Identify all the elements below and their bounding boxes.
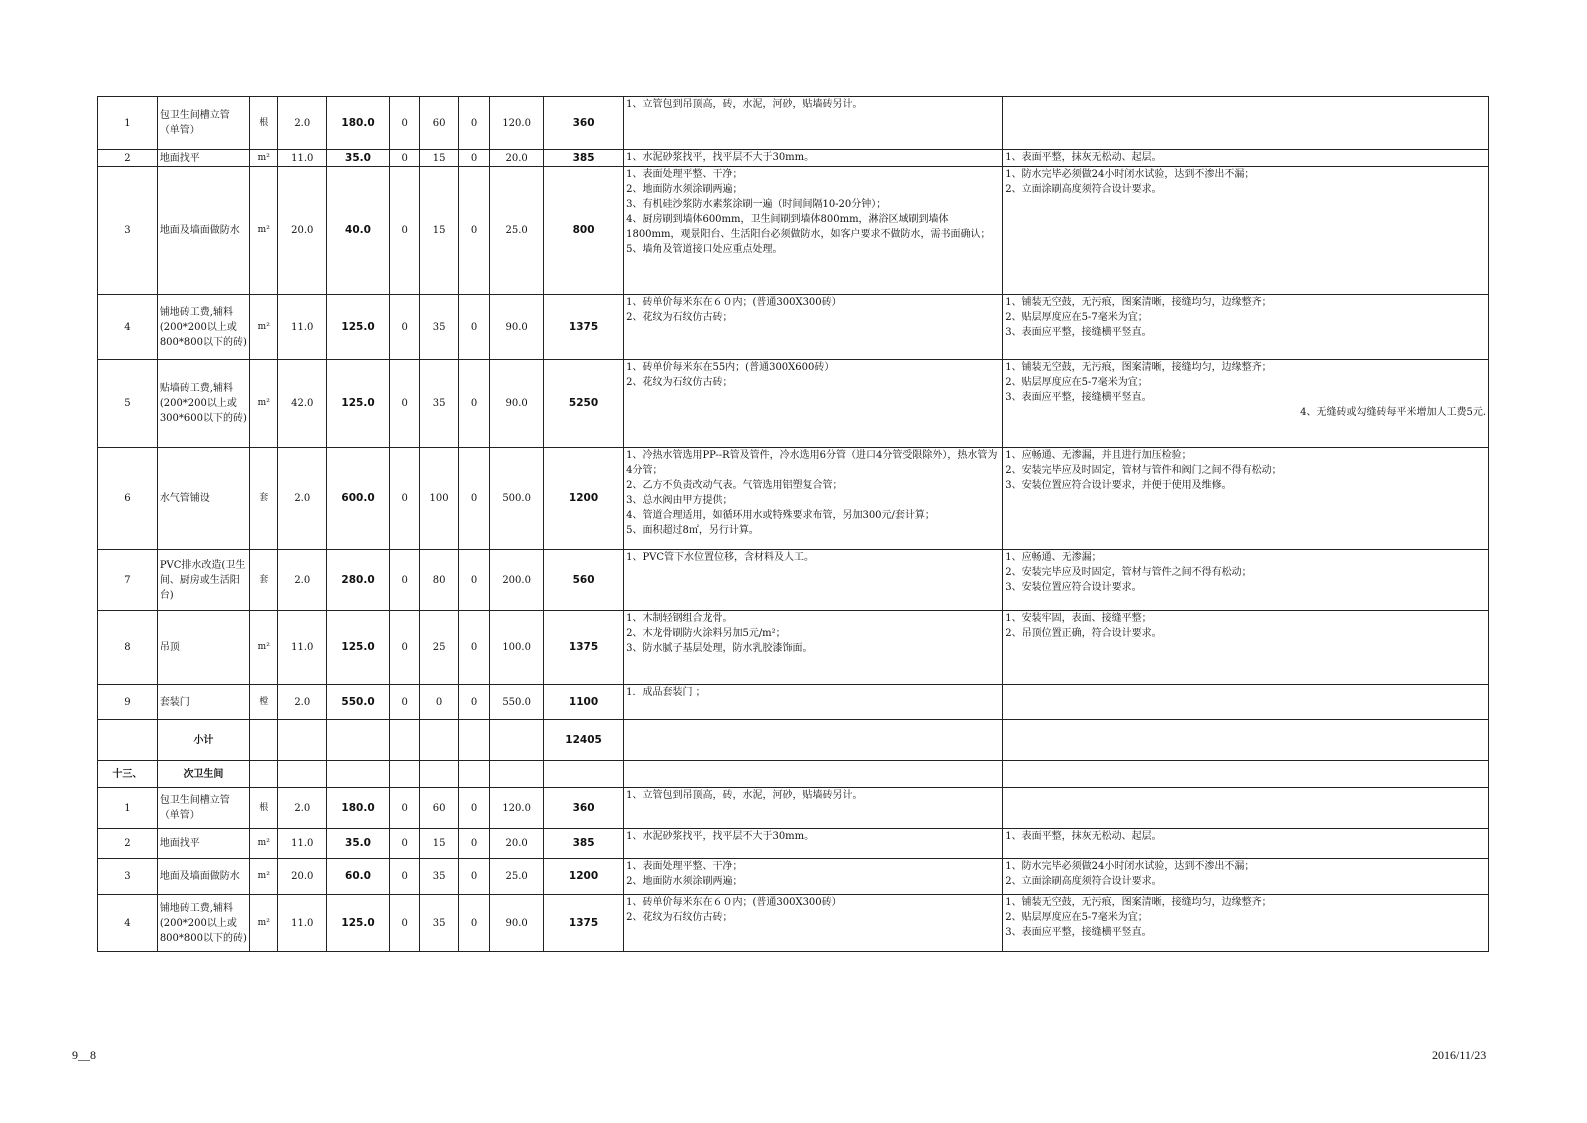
auxiliary-cost: 80 xyxy=(420,550,459,611)
auxiliary-cost: 35 xyxy=(420,295,459,360)
quantity: 11.0 xyxy=(278,150,327,167)
auxiliary-cost: 60 xyxy=(420,788,459,829)
material-cost: 0 xyxy=(389,685,419,720)
material-cost: 0 xyxy=(389,611,419,685)
empty-cell xyxy=(278,761,327,788)
labor-cost: 90.0 xyxy=(490,295,544,360)
unit-price: 125.0 xyxy=(327,895,390,952)
auxiliary-cost: 25 xyxy=(420,611,459,685)
quality-standard xyxy=(1003,295,1489,360)
unit-price: 40.0 xyxy=(327,167,390,295)
table-row xyxy=(98,295,1489,360)
row-number: 2 xyxy=(98,829,158,859)
line-total: 5250 xyxy=(544,360,624,448)
row-number: 3 xyxy=(98,167,158,295)
material-cost: 0 xyxy=(389,550,419,611)
table-row xyxy=(98,611,1489,685)
item-name: 地面找平 xyxy=(157,150,249,167)
process-description: 1、表面处理平整、干净； 2、地面防水须涂刷两遍； 3、有机硅沙浆防水素浆涂刷一遍（时间间隔10-20分钟）； 4、厨房刷到墙体600mm，卫生间刷到墙体800mm，淋浴区域刷到墙体1800mm，观景阳台、生活阳台必须做防水，如客户要求不做防水，需书面确认； 5、墙角及管道接口处应重点处理。 xyxy=(624,167,1003,295)
quality-standard xyxy=(1003,859,1489,895)
line-total: 385 xyxy=(544,150,624,167)
quantity: 11.0 xyxy=(278,295,327,360)
item-name: 铺地砖工费,辅料(200*200以上或800*800以下的砖) xyxy=(157,895,249,952)
empty-cell xyxy=(278,720,327,761)
material-cost: 0 xyxy=(389,829,419,859)
table-row xyxy=(98,448,1489,550)
labor-cost: 500.0 xyxy=(490,448,544,550)
item-name: 铺地砖工费,辅料(200*200以上或800*800以下的砖) xyxy=(157,295,249,360)
auxiliary-cost: 35 xyxy=(420,895,459,952)
auxiliary-cost: 0 xyxy=(420,685,459,720)
table-row xyxy=(98,97,1489,150)
empty-cell xyxy=(458,720,489,761)
line-total: 560 xyxy=(544,550,624,611)
unit-price: 550.0 xyxy=(327,685,390,720)
labor-cost: 90.0 xyxy=(490,360,544,448)
item-name: 贴墙砖工费,辅料(200*200以上或300*600以下的砖) xyxy=(157,360,249,448)
process-description: 1、立管包到吊顶高，砖，水泥，河砂，贴墙砖另计。 xyxy=(624,97,1003,150)
section-title: 次卫生间 xyxy=(157,761,249,788)
material-cost: 0 xyxy=(389,895,419,952)
quantity: 11.0 xyxy=(278,895,327,952)
material-cost: 0 xyxy=(389,788,419,829)
quantity: 11.0 xyxy=(278,611,327,685)
machine-cost: 0 xyxy=(458,150,489,167)
row-number: 1 xyxy=(98,97,158,150)
unit: m² xyxy=(250,295,278,360)
item-name: 水气管铺设 xyxy=(157,448,249,550)
empty-cell xyxy=(327,720,390,761)
quality-standard xyxy=(1003,611,1489,685)
quality-standard xyxy=(1003,448,1489,550)
process-description: 1、立管包到吊顶高，砖，水泥，河砂，贴墙砖另计。 xyxy=(624,788,1003,829)
unit: 套 xyxy=(250,448,278,550)
quality-standard xyxy=(1003,167,1489,295)
unit-price: 60.0 xyxy=(327,859,390,895)
empty-cell xyxy=(624,761,1003,788)
empty-cell xyxy=(544,761,624,788)
labor-cost: 120.0 xyxy=(490,788,544,829)
row-number: 3 xyxy=(98,859,158,895)
line-total: 385 xyxy=(544,829,624,859)
item-name: 包卫生间槽立管（单管） xyxy=(157,788,249,829)
unit-price: 180.0 xyxy=(327,788,390,829)
item-name: 地面及墙面做防水 xyxy=(157,859,249,895)
row-number: 7 xyxy=(98,550,158,611)
machine-cost: 0 xyxy=(458,859,489,895)
item-name: 套装门 xyxy=(157,685,249,720)
empty-cell xyxy=(389,720,419,761)
quality-standard xyxy=(1003,550,1489,611)
labor-cost: 25.0 xyxy=(490,859,544,895)
quality-standard xyxy=(1003,97,1489,150)
auxiliary-cost: 15 xyxy=(420,150,459,167)
section-number: 十三、 xyxy=(98,761,158,788)
line-total: 800 xyxy=(544,167,624,295)
quality-standard-text: 1、防水完毕必须做24小时闭水试验，达到不渗出不漏； 2、立面涂刷高度须符合设计要求。 xyxy=(1005,861,1255,887)
quality-standard-extra: 4、无缝砖或勾缝砖每平米增加人工费5元. xyxy=(1300,407,1486,418)
labor-cost: 550.0 xyxy=(490,685,544,720)
row-number: 1 xyxy=(98,788,158,829)
unit: m² xyxy=(250,859,278,895)
row-number: 8 xyxy=(98,611,158,685)
labor-cost: 25.0 xyxy=(490,167,544,295)
quality-standard-text: 1、应畅通、无渗漏，并且进行加压检验； 2、安装完毕应及时固定，管材与管件和阀门之间不得有松动； 3、安装位置应符合设计要求，并便于使用及维修。 xyxy=(1005,450,1282,491)
empty-cell xyxy=(1003,761,1489,788)
quantity: 20.0 xyxy=(278,167,327,295)
empty-cell xyxy=(420,761,459,788)
material-cost: 0 xyxy=(389,97,419,150)
unit-price: 125.0 xyxy=(327,360,390,448)
empty-cell xyxy=(1003,720,1489,761)
unit: 根 xyxy=(250,788,278,829)
unit: m² xyxy=(250,611,278,685)
unit-price: 180.0 xyxy=(327,97,390,150)
empty-cell xyxy=(98,720,158,761)
process-description: 1、木制轻钢组合龙骨。 2、木龙骨刷防火涂料另加5元/m²； 3、防水腻子基层处理，防水乳胶漆饰面。 xyxy=(624,611,1003,685)
table-row xyxy=(98,829,1489,859)
quality-standard-text: 1、防水完毕必须做24小时闭水试验，达到不渗出不漏； 2、立面涂刷高度须符合设计要求。 xyxy=(1005,169,1255,195)
table-row xyxy=(98,895,1489,952)
labor-cost: 90.0 xyxy=(490,895,544,952)
empty-cell xyxy=(389,761,419,788)
process-description: 1、水泥砂浆找平，找平层不大于30mm。 xyxy=(624,150,1003,167)
item-name: 包卫生间槽立管（单管） xyxy=(157,97,249,150)
unit: m² xyxy=(250,150,278,167)
machine-cost: 0 xyxy=(458,788,489,829)
subtotal-row xyxy=(98,720,1489,761)
machine-cost: 0 xyxy=(458,895,489,952)
table-body xyxy=(98,97,1489,952)
line-total: 1200 xyxy=(544,859,624,895)
machine-cost: 0 xyxy=(458,360,489,448)
quantity: 11.0 xyxy=(278,829,327,859)
quality-standard-text: 1、表面平整，抹灰无松动、起层。 xyxy=(1005,152,1162,163)
quality-standard-text: 1、应畅通、无渗漏； 2、安装完毕应及时固定，管材与管件之间不得有松动； 3、安装位置应符合设计要求。 xyxy=(1005,552,1252,593)
empty-cell xyxy=(250,720,278,761)
table-row xyxy=(98,685,1489,720)
line-total: 1100 xyxy=(544,685,624,720)
item-name: 地面及墙面做防水 xyxy=(157,167,249,295)
material-cost: 0 xyxy=(389,167,419,295)
process-description: 1、砖单价每米东在６０内；(普通300X300砖） 2、花纹为石纹仿古砖； xyxy=(624,295,1003,360)
print-date: 2016/11/23 xyxy=(1432,1048,1487,1062)
empty-cell xyxy=(420,720,459,761)
quantity: 2.0 xyxy=(278,788,327,829)
row-number: 4 xyxy=(98,295,158,360)
process-description: 1、冷热水管选用PP--R管及管件，冷水选用6分管（进口4分管受限除外），热水管为4分管； 2、乙方不负责改动气表。气管选用铝塑复合管； 3、总水阀由甲方提供； 4、管道合理适用，如循环用水或特殊要求布管，另加300元/套计算； 5、面积超过8㎡，另行计算。 xyxy=(624,448,1003,550)
auxiliary-cost: 15 xyxy=(420,829,459,859)
table-row xyxy=(98,550,1489,611)
row-number: 6 xyxy=(98,448,158,550)
unit: m² xyxy=(250,360,278,448)
quality-standard xyxy=(1003,150,1489,167)
unit-price: 35.0 xyxy=(327,829,390,859)
quantity: 42.0 xyxy=(278,360,327,448)
machine-cost: 0 xyxy=(458,829,489,859)
table-row xyxy=(98,167,1489,295)
item-name: PVC排水改造(卫生间、厨房或生活阳台) xyxy=(157,550,249,611)
labor-cost: 20.0 xyxy=(490,150,544,167)
process-description: 1．成品套装门 ； xyxy=(624,685,1003,720)
labor-cost: 120.0 xyxy=(490,97,544,150)
machine-cost: 0 xyxy=(458,611,489,685)
quantity: 2.0 xyxy=(278,550,327,611)
line-total: 360 xyxy=(544,788,624,829)
quality-standard xyxy=(1003,829,1489,859)
labor-cost: 200.0 xyxy=(490,550,544,611)
process-description: 1、表面处理平整、干净； 2、地面防水须涂刷两遍； xyxy=(624,859,1003,895)
unit: m² xyxy=(250,829,278,859)
unit: 樘 xyxy=(250,685,278,720)
quality-standard xyxy=(1003,360,1489,448)
unit: 套 xyxy=(250,550,278,611)
process-description: 1、PVC管下水位置位移，含材料及人工。 xyxy=(624,550,1003,611)
subtotal-label: 小计 xyxy=(157,720,249,761)
machine-cost: 0 xyxy=(458,685,489,720)
unit: m² xyxy=(250,895,278,952)
labor-cost: 20.0 xyxy=(490,829,544,859)
page-number: 9__8 xyxy=(72,1048,96,1062)
quantity: 2.0 xyxy=(278,685,327,720)
table-row xyxy=(98,859,1489,895)
empty-cell xyxy=(250,761,278,788)
unit-price: 600.0 xyxy=(327,448,390,550)
unit-price: 125.0 xyxy=(327,611,390,685)
quantity: 20.0 xyxy=(278,859,327,895)
table-row xyxy=(98,150,1489,167)
item-name: 地面找平 xyxy=(157,829,249,859)
row-number: 5 xyxy=(98,360,158,448)
row-number: 2 xyxy=(98,150,158,167)
material-cost: 0 xyxy=(389,448,419,550)
row-number: 4 xyxy=(98,895,158,952)
auxiliary-cost: 100 xyxy=(420,448,459,550)
line-total: 1200 xyxy=(544,448,624,550)
quantity: 2.0 xyxy=(278,97,327,150)
unit-price: 280.0 xyxy=(327,550,390,611)
quality-standard-text: 1、安装牢固，表面、接缝平整； 2、吊顶位置正确，符合设计要求。 xyxy=(1005,613,1162,639)
unit-price: 35.0 xyxy=(327,150,390,167)
section-header-row xyxy=(98,761,1489,788)
quality-standard-text: 1、表面平整，抹灰无松动、起层。 xyxy=(1005,831,1162,842)
material-cost: 0 xyxy=(389,150,419,167)
empty-cell xyxy=(624,720,1003,761)
material-cost: 0 xyxy=(389,360,419,448)
material-cost: 0 xyxy=(389,295,419,360)
empty-cell xyxy=(490,761,544,788)
auxiliary-cost: 60 xyxy=(420,97,459,150)
labor-cost: 100.0 xyxy=(490,611,544,685)
quality-standard-text: 1、铺装无空鼓，无污痕，图案清晰，接缝均匀，边缘整齐； 2、贴层厚度应在5-7毫米为宜； 3、表面应平整，接缝横平竖直。 xyxy=(1005,362,1272,403)
table-row xyxy=(98,360,1489,448)
unit: 根 xyxy=(250,97,278,150)
quality-standard xyxy=(1003,895,1489,952)
quote-table xyxy=(97,96,1489,952)
auxiliary-cost: 35 xyxy=(420,859,459,895)
unit-price: 125.0 xyxy=(327,295,390,360)
machine-cost: 0 xyxy=(458,167,489,295)
row-number: 9 xyxy=(98,685,158,720)
line-total: 1375 xyxy=(544,895,624,952)
quality-standard-text: 1、铺装无空鼓，无污痕，图案清晰，接缝均匀，边缘整齐； 2、贴层厚度应在5-7毫米为宜； 3、表面应平整，接缝横平竖直。 xyxy=(1005,297,1272,338)
auxiliary-cost: 15 xyxy=(420,167,459,295)
process-description: 1、水泥砂浆找平，找平层不大于30mm。 xyxy=(624,829,1003,859)
machine-cost: 0 xyxy=(458,550,489,611)
material-cost: 0 xyxy=(389,859,419,895)
quality-standard-text: 1、铺装无空鼓，无污痕，图案清晰，接缝均匀，边缘整齐； 2、贴层厚度应在5-7毫米为宜； 3、表面应平整，接缝横平竖直。 xyxy=(1005,897,1272,938)
empty-cell xyxy=(458,761,489,788)
unit: m² xyxy=(250,167,278,295)
line-total: 1375 xyxy=(544,295,624,360)
subtotal-value: 12405 xyxy=(544,720,624,761)
empty-cell xyxy=(327,761,390,788)
auxiliary-cost: 35 xyxy=(420,360,459,448)
machine-cost: 0 xyxy=(458,97,489,150)
process-description: 1、砖单价每米东在55内；(普通300X600砖） 2、花纹为石纹仿古砖； xyxy=(624,360,1003,448)
quality-standard xyxy=(1003,788,1489,829)
machine-cost: 0 xyxy=(458,295,489,360)
item-name: 吊顶 xyxy=(157,611,249,685)
line-total: 1375 xyxy=(544,611,624,685)
quantity: 2.0 xyxy=(278,448,327,550)
quality-standard xyxy=(1003,685,1489,720)
line-total: 360 xyxy=(544,97,624,150)
empty-cell xyxy=(490,720,544,761)
process-description: 1、砖单价每米东在６０内；(普通300X300砖） 2、花纹为石纹仿古砖； xyxy=(624,895,1003,952)
machine-cost: 0 xyxy=(458,448,489,550)
table-row xyxy=(98,788,1489,829)
